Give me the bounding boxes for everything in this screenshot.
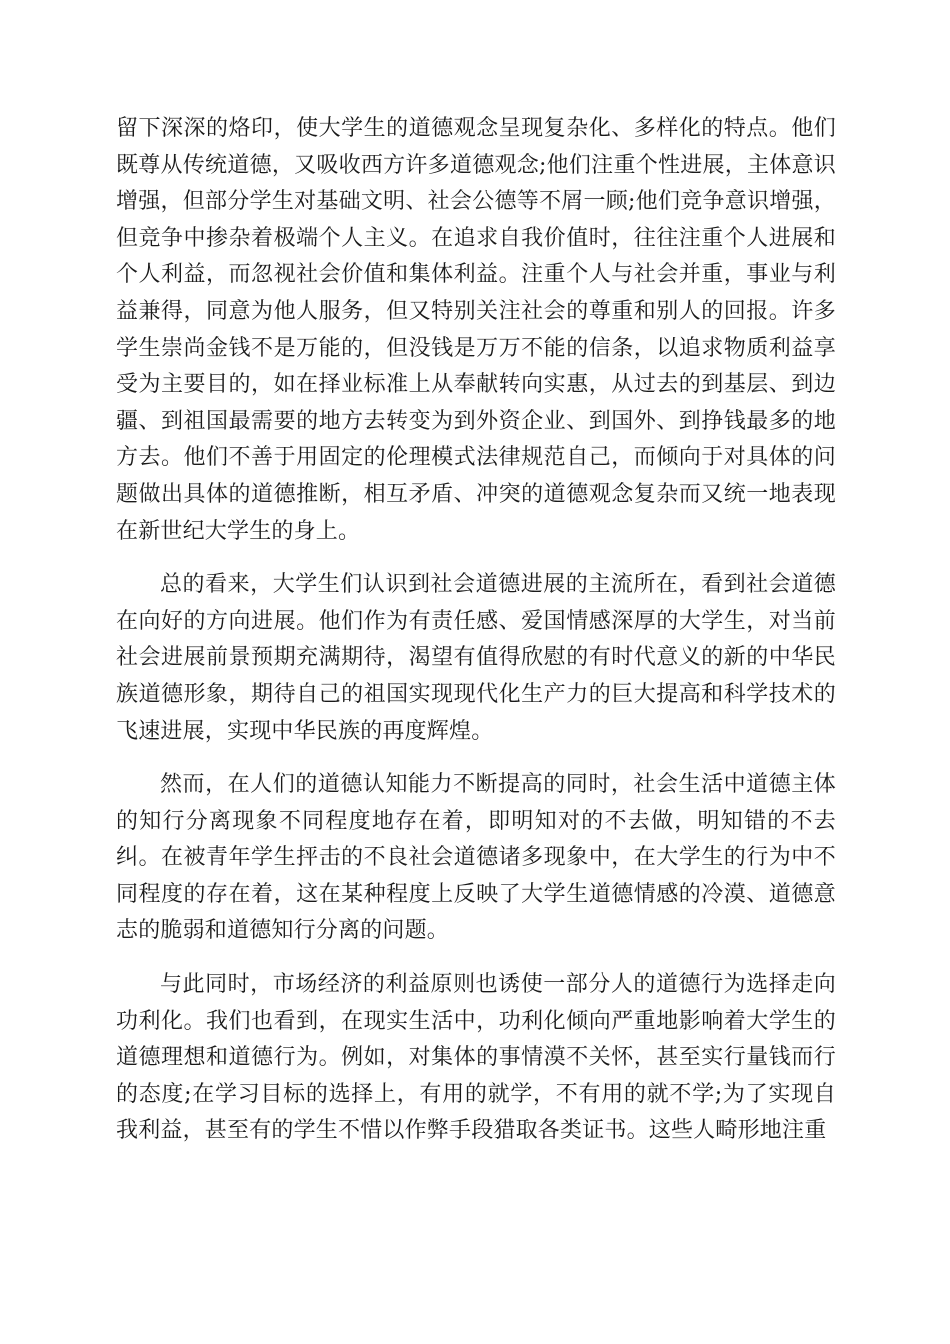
paragraph-3: 然而，在人们的道德认知能力不断提高的同时，社会生活中道德主体的知行分离现象不同程度地存在着，即明知对的不去做，明知错的不去纠。在被青年学生抨击的不良社会道德诸多现象中，在大学生的行为中不同程度的存在着，这在某种程度上反映了大学生道德情感的冷漠、道德意志的脆弱和道德知行分离的问题。 — [116, 772, 836, 944]
paragraph-4: 与此同时，市场经济的利益原则也诱使一部分人的道德行为选择走向功利化。我们也看到，在现实生活中，功利化倾向严重地影响着大学生的道德理想和道德行为。例如，对集体的事情漠不关怀，甚至实行量钱而行的态度;在学习目标的选择上，有用的就学，不有用的就不学;为了实现自我利益，甚至有的学生不惜以作弊手段猎取各类证书。这些人畸形地注重 — [116, 972, 836, 1144]
paragraph-2: 总的看来，大学生们认识到社会道德进展的主流所在，看到社会道德在向好的方向进展。他们作为有责任感、爱国情感深厚的大学生，对当前社会进展前景预期充满期待，渴望有值得欣慰的有时代意义的新的中华民族道德形象，期待自己的祖国实现现代化生产力的巨大提高和科学技术的飞速进展，实现中华民族的再度辉煌。 — [116, 572, 836, 744]
body-text — [116, 111, 836, 1167]
paragraph-1: 留下深深的烙印，使大学生的道德观念呈现复杂化、多样化的特点。他们既尊从传统道德，又吸收西方许多道德观念;他们注重个性进展，主体意识增强，但部分学生对基础文明、社会公德等不屑一顾;他们竞争意识增强，但竞争中掺杂着极端个人主义。在追求自我价值时，往往注重个人进展和个人利益，而忽视社会价值和集体利益。注重个人与社会并重，事业与利益兼得，同意为他人服务，但又特别关注社会的尊重和别人的回报。许多学生崇尚金钱不是万能的，但没钱是万万不能的信条，以追求物质利益享受为主要目的，如在择业标准上从奉献转向实惠，从过去的到基层、到边疆、到祖国最需要的地方去转变为到外资企业、到国外、到挣钱最多的地方去。他们不善于用固定的伦理模式法律规范自己，而倾向于对具体的问题做出具体的道德推断，相互矛盾、冲突的道德观念复杂而又统一地表现在新世纪大学生的身上。 — [116, 116, 836, 544]
